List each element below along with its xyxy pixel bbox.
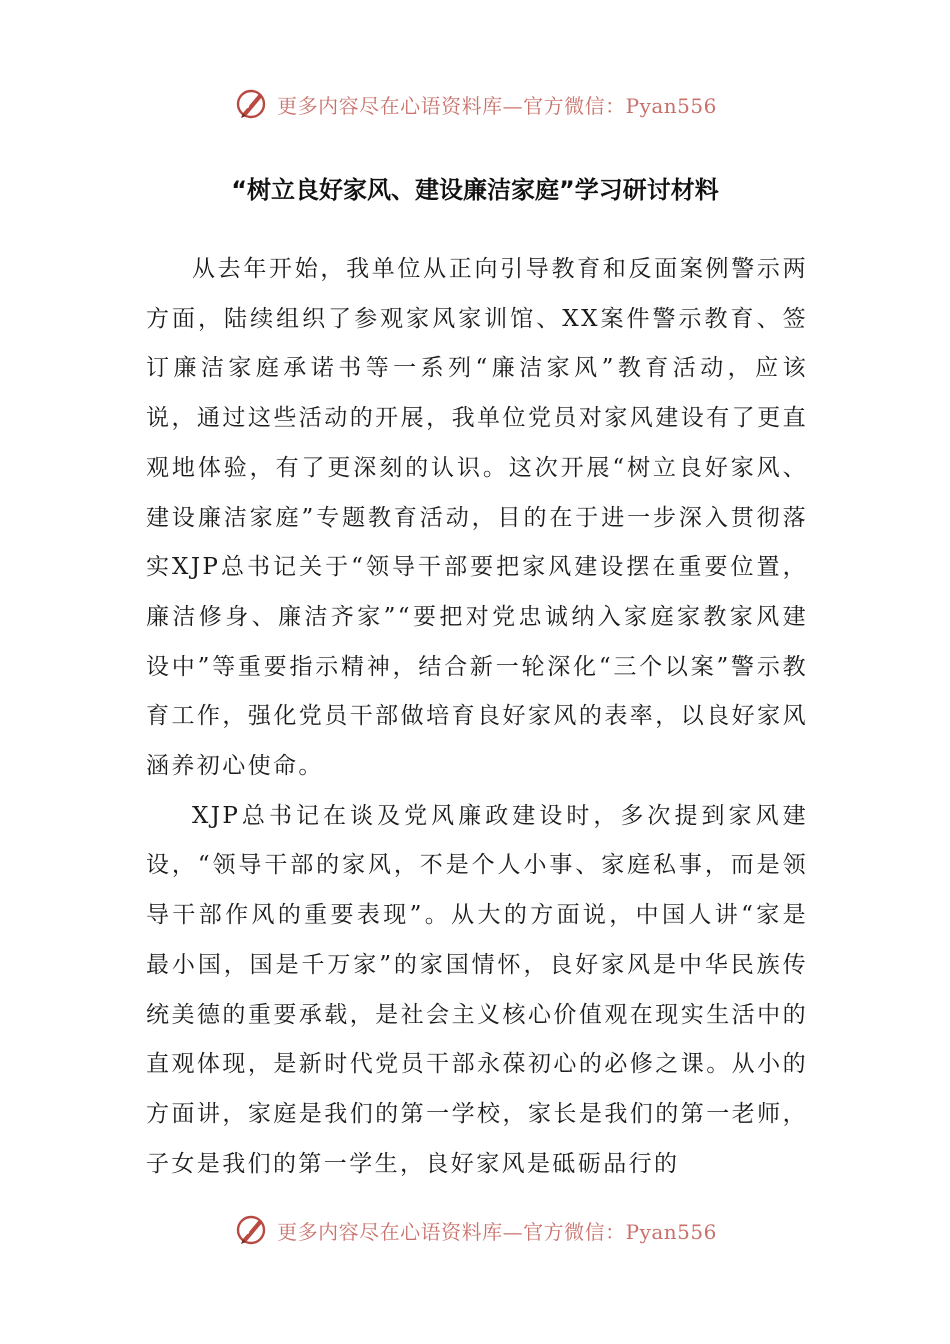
pen-circle-icon [233,1212,269,1248]
document-title: “树立良好家风、建设廉洁家庭”学习研讨材料 [231,176,719,204]
footer-banner [0,1208,950,1252]
paragraph-2: XJP总书记在谈及党风廉政建设时，多次提到家风建设，“领导干部的家风，不是个人小事、家庭私事，而是领导干部作风的重要表现”。从大的方面说，中国人讲“家是最小国，国是千万家”的家国情怀，良好家风是中华民族传统美德的重要承载，是社会主义核心价值观在现实生活中的直观体现，是新时代党员干部永葆初心的必修之课。从小的方面讲，家庭是我们的第一学校，家长是我们的第一老师，子女是我们的第一学生，良好家风是砥砺品行的 [146,802,808,1177]
header-banner [0,82,950,126]
footer-banner-text: 更多内容尽在心语资料库—官方微信：Pyan556 [277,1219,717,1244]
header-banner-text: 更多内容尽在心语资料库—官方微信：Pyan556 [277,93,717,118]
pen-circle-icon [233,86,269,122]
paragraph-1: 从去年开始，我单位从正向引导教育和反面案例警示两方面，陆续组织了参观家风家训馆、XX案件警示教育、签订廉洁家庭承诺书等一系列“廉洁家风”教育活动，应该说，通过这些活动的开展，我单位党员对家风建设有了更直观地体验，有了更深刻的认识。这次开展“树立良好家风、建设廉洁家庭”专题教育活动，目的在于进一步深入贯彻落实XJP总书记关于“领导干部要把家风建设摆在重要位置，廉洁修身、廉洁齐家”“要把对党忠诚纳入家庭家教家风建设中”等重要指示精神，结合新一轮深化“三个以案”警示教育工作，强化党员干部做培育良好家风的表率，以良好家风涵养初心使命。 [146,256,808,780]
document-body [146,245,808,1189]
